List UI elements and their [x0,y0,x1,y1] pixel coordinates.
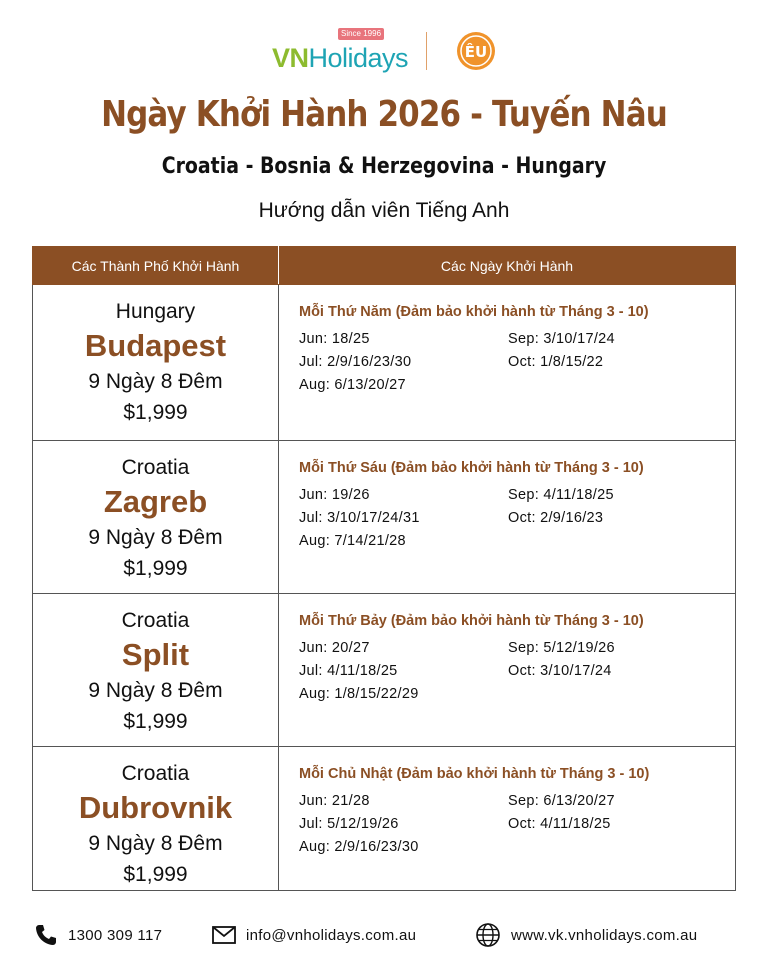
departure-table [32,246,736,891]
tour-price: $1,999 [123,863,188,886]
dates-right-column [508,328,615,397]
contact-footer [0,918,768,952]
tour-price: $1,999 [123,557,188,580]
tour-duration: 9 Ngày 8 Đêm [88,679,223,702]
brand-name [272,42,408,74]
date-line: Sep: 4/11/18/25 [508,487,614,503]
date-line: Aug: 2/9/16/23/30 [299,839,419,855]
table-row [33,747,736,891]
city-cell [33,285,279,441]
date-line: Jul: 2/9/16/23/30 [299,354,412,370]
date-line: Oct: 2/9/16/23 [508,510,604,526]
brand-vn: VN [272,43,309,73]
date-line: Oct: 1/8/15/22 [508,354,604,370]
col-header-dates: Các Ngày Khởi Hành [279,247,736,285]
city-cell [33,441,279,594]
table-row [33,441,736,594]
date-line: Jun: 19/26 [299,487,370,503]
eu-logo-text: ÊU [464,43,488,61]
city-name: Budapest [84,328,227,363]
dates-left-column [299,484,508,553]
date-line: Jul: 3/10/17/24/31 [299,510,420,526]
logo-row [0,24,768,76]
date-line: Jun: 18/25 [299,331,370,347]
dates-left-column [299,790,508,859]
phone-number: 1300 309 117 [68,926,163,944]
date-line: Jun: 21/28 [299,793,370,809]
table-row [33,594,736,747]
date-line: Aug: 6/13/20/27 [299,377,406,393]
table-header-row [33,247,736,285]
date-line: Aug: 1/8/15/22/29 [299,686,419,702]
date-line: Oct: 4/11/18/25 [508,816,611,832]
date-line: Sep: 3/10/17/24 [508,331,615,347]
page-title: Ngày Khởi Hành 2026 - Tuyến Nâu [101,94,667,135]
guide-language: Hướng dẫn viên Tiếng Anh [258,199,510,222]
date-line: Jun: 20/27 [299,640,370,656]
col-header-city: Các Thành Phố Khởi Hành [33,247,279,285]
tour-price: $1,999 [123,710,188,733]
table-row [33,285,736,441]
date-line: Jul: 5/12/19/26 [299,816,399,832]
dates-left-column [299,328,508,397]
website-contact[interactable] [475,918,697,952]
brand-holidays: Holidays [308,43,409,73]
date-line: Sep: 6/13/20/27 [508,793,615,809]
tour-duration: 9 Ngày 8 Đêm [88,832,223,855]
eu-logo-icon [455,30,497,72]
departure-frequency: Mỗi Thứ Sáu (Đảm bảo khởi hành từ Tháng 3 - 10) [299,460,644,476]
country-label: Croatia [121,762,190,785]
city-name: Zagreb [103,484,208,519]
departure-frequency: Mỗi Chủ Nhật (Đảm bảo khởi hành từ Tháng 3 - 10) [299,766,650,782]
vnholidays-logo[interactable] [272,26,409,74]
country-label: Croatia [121,456,190,479]
dates-cell [279,441,736,594]
since-badge: Since 1996 [338,28,384,40]
mail-icon [212,925,236,945]
tour-price: $1,999 [123,401,188,424]
page-subtitle: Croatia - Bosnia & Herzegovina - Hungary [161,154,607,179]
country-label: Croatia [121,609,190,632]
dates-cell [279,747,736,891]
date-line: Oct: 3/10/17/24 [508,663,612,679]
globe-icon [475,922,501,948]
phone-icon [34,923,58,947]
dates-right-column [508,637,615,706]
date-line: Jul: 4/11/18/25 [299,663,398,679]
dates-cell [279,285,736,441]
departure-frequency: Mỗi Thứ Năm (Đảm bảo khởi hành từ Tháng 3 - 10) [299,304,649,320]
tour-duration: 9 Ngày 8 Đêm [88,526,223,549]
date-line: Sep: 5/12/19/26 [508,640,615,656]
country-label: Hungary [115,300,196,323]
phone-contact[interactable] [34,918,162,952]
logo-divider [426,32,427,70]
dates-right-column [508,484,614,553]
date-line: Aug: 7/14/21/28 [299,533,406,549]
dates-cell [279,594,736,747]
city-cell [33,747,279,891]
dates-left-column [299,637,508,706]
city-cell [33,594,279,747]
tour-duration: 9 Ngày 8 Đêm [88,370,223,393]
departure-frequency: Mỗi Thứ Bảy (Đảm bảo khởi hành từ Tháng 3 - 10) [299,613,644,629]
city-name: Dubrovnik [78,790,233,825]
dates-right-column [508,790,615,859]
city-name: Split [121,637,190,672]
email-contact[interactable] [212,918,416,952]
email-address: info@vnholidays.com.au [246,926,417,944]
website-url: www.vk.vnholidays.com.au [511,926,698,944]
